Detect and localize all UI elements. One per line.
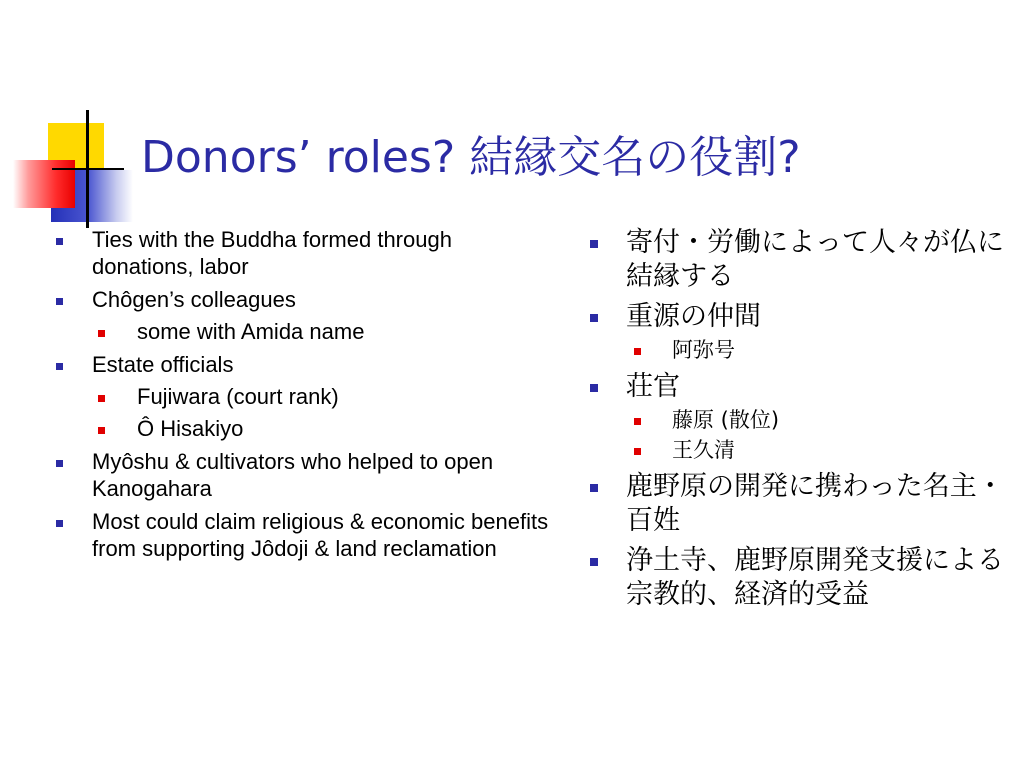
square-bullet-icon	[56, 460, 63, 467]
square-sub-bullet-icon	[98, 395, 105, 402]
list-item	[584, 470, 1009, 538]
square-bullet-icon	[590, 484, 598, 492]
japanese-bullet-list	[584, 226, 1009, 612]
square-sub-bullet-icon	[634, 418, 641, 425]
sub-bullet-text: Ô Hisakiyo	[137, 416, 244, 441]
sub-bullet-list	[92, 318, 552, 345]
square-bullet-icon	[56, 363, 63, 370]
bullet-text: 浄土寺、鹿野原開発支援による宗教的、経済的受益	[626, 545, 1004, 610]
sub-list-item	[626, 437, 1009, 464]
sub-bullet-list	[92, 383, 552, 442]
square-bullet-icon	[590, 558, 598, 566]
logo-horizontal-line	[52, 168, 124, 170]
english-column	[52, 226, 552, 568]
list-item	[584, 544, 1009, 612]
list-item	[584, 370, 1009, 464]
bullet-text: 荘官	[626, 371, 680, 402]
sub-bullet-text: 王久清	[672, 438, 735, 462]
list-item	[52, 448, 552, 502]
sub-bullet-text: 藤原 (散位)	[672, 408, 780, 432]
sub-list-item	[92, 415, 552, 442]
bullet-text: 寄付・労働によって人々が仏に結縁する	[626, 227, 1004, 292]
bullet-text: Ties with the Buddha formed through donations, labor	[92, 227, 452, 279]
sub-bullet-list	[626, 337, 1009, 364]
sub-bullet-text: 阿弥号	[672, 338, 735, 362]
square-bullet-icon	[590, 314, 598, 322]
sub-list-item	[626, 337, 1009, 364]
square-bullet-icon	[56, 238, 63, 245]
sub-list-item	[626, 407, 1009, 434]
japanese-column	[584, 226, 1009, 618]
square-sub-bullet-icon	[634, 448, 641, 455]
square-bullet-icon	[56, 298, 63, 305]
list-item	[52, 508, 552, 562]
square-bullet-icon	[56, 520, 63, 527]
list-item	[52, 226, 552, 280]
bullet-text: Most could claim religious & economic benefits from supporting Jôdoji & land reclamation	[92, 509, 549, 561]
bullet-text: Chôgen’s colleagues	[92, 287, 296, 312]
square-sub-bullet-icon	[634, 348, 641, 355]
bullet-text: 鹿野原の開発に携わった名主・百姓	[626, 471, 1004, 536]
square-bullet-icon	[590, 240, 598, 248]
sub-bullet-text: Fujiwara (court rank)	[137, 384, 339, 409]
list-item	[52, 351, 552, 442]
sub-bullet-text: some with Amida name	[137, 319, 365, 344]
bullet-text: Myôshu & cultivators who helped to open Kanogahara	[92, 449, 494, 501]
sub-list-item	[92, 318, 552, 345]
english-bullet-list	[52, 226, 552, 562]
sub-list-item	[92, 383, 552, 410]
square-sub-bullet-icon	[98, 427, 105, 434]
square-sub-bullet-icon	[98, 330, 105, 337]
slide-title: Donors’ roles? 結縁交名の役割?	[141, 132, 801, 183]
square-bullet-icon	[590, 384, 598, 392]
list-item	[584, 226, 1009, 294]
bullet-text: Estate officials	[92, 352, 234, 377]
bullet-text: 重源の仲間	[626, 301, 761, 332]
list-item	[52, 286, 552, 345]
sub-bullet-list	[626, 407, 1009, 464]
list-item	[584, 300, 1009, 364]
